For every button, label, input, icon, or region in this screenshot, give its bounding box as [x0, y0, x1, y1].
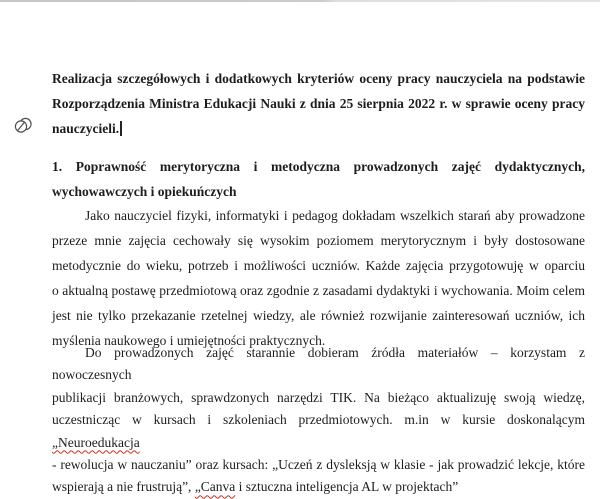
- paragraph-1[interactable]: [52, 203, 585, 353]
- text-line[interactable]: [52, 91, 585, 116]
- text-run: metodycznie do wieku, potrzeb i możliwości uczniów. Każde zajęcia przygotowuję w oparciu: [52, 258, 585, 273]
- window-top-edge: [0, 0, 600, 2]
- text-run: Jako nauczyciel fizyki, informatyki i pedagog dokładam wszelkich starań aby prowadzone: [85, 208, 585, 223]
- text-run: Do prowadzonych zajęć starannie dobieram źródła materiałów – korzystam z nowoczesnych: [52, 345, 585, 383]
- paragraph-2[interactable]: [52, 342, 585, 499]
- text-line[interactable]: [52, 66, 585, 91]
- text-run: Realizacja szczegółowych i dodatkowych kryteriów oceny pracy nauczyciela na podstawie: [52, 71, 585, 86]
- text-line[interactable]: [52, 203, 585, 228]
- overlapping-circles-anchor-icon[interactable]: [12, 116, 34, 136]
- text-run: wychowawczych i opiekuńczych: [52, 184, 237, 199]
- text-line[interactable]: [52, 342, 585, 387]
- misspelled-word[interactable]: „Neuroedukacja: [52, 434, 140, 450]
- text-run: 1. Poprawność merytoryczna i metodyczna prowadzonych zajęć dydaktycznych,: [52, 159, 585, 174]
- text-run: uczestnicząc w kursach i szkoleniach przedmiotowych. m.in w kursie doskonalącym: [52, 412, 585, 428]
- text-line[interactable]: [52, 303, 585, 328]
- text-run: myślenia naukowego i umiejętności praktycznych.: [52, 333, 326, 348]
- text-run: jest nie tylko przekazanie rzetelnej wiedzy, ale również rozwijanie zainteresowań uczniów, ich: [52, 308, 585, 323]
- text-line[interactable]: [52, 228, 585, 253]
- text-run: - rewolucja w nauczaniu” oraz kursach: „Uczeń z dysleksją w klasie - jak prowadzić lekcje, które: [52, 457, 585, 473]
- text-run: Rozporządzenia Ministra Edukacji Nauki z dnia 25 sierpnia 2022 r. w sprawie oceny pracy: [52, 96, 585, 111]
- doc-title[interactable]: [52, 66, 585, 141]
- section-heading[interactable]: [52, 154, 585, 204]
- text-line[interactable]: [52, 253, 585, 278]
- text-line[interactable]: [52, 154, 585, 179]
- text-run: przeze mnie zajęcia cechowały się wysokim poziomem merytorycznym i były dostosowane: [52, 233, 585, 248]
- text-line[interactable]: [52, 387, 585, 409]
- text-caret: [120, 121, 122, 136]
- text-run: wspierają a nie frustrują”,: [52, 479, 195, 495]
- text-line[interactable]: [52, 476, 585, 498]
- text-run: i sztuczna inteligencja AL w projektach”: [235, 479, 459, 495]
- misspelled-word[interactable]: „Canva: [194, 479, 236, 495]
- text-line[interactable]: [52, 454, 585, 476]
- text-line[interactable]: [52, 116, 585, 141]
- text-line[interactable]: [52, 278, 585, 303]
- text-run: o aktualną postawę przedmiotową oraz zgodnie z zasadami dydaktyki i wychowania. Moim celem: [52, 283, 585, 298]
- text-run: publikacji branżowych, sprawdzonych narzędzi TIK. Na bieżąco aktualizuję swoją wiedzę,: [52, 389, 585, 405]
- text-line[interactable]: [52, 179, 585, 204]
- text-run: nauczycieli.: [52, 121, 120, 136]
- text-line[interactable]: [52, 409, 585, 454]
